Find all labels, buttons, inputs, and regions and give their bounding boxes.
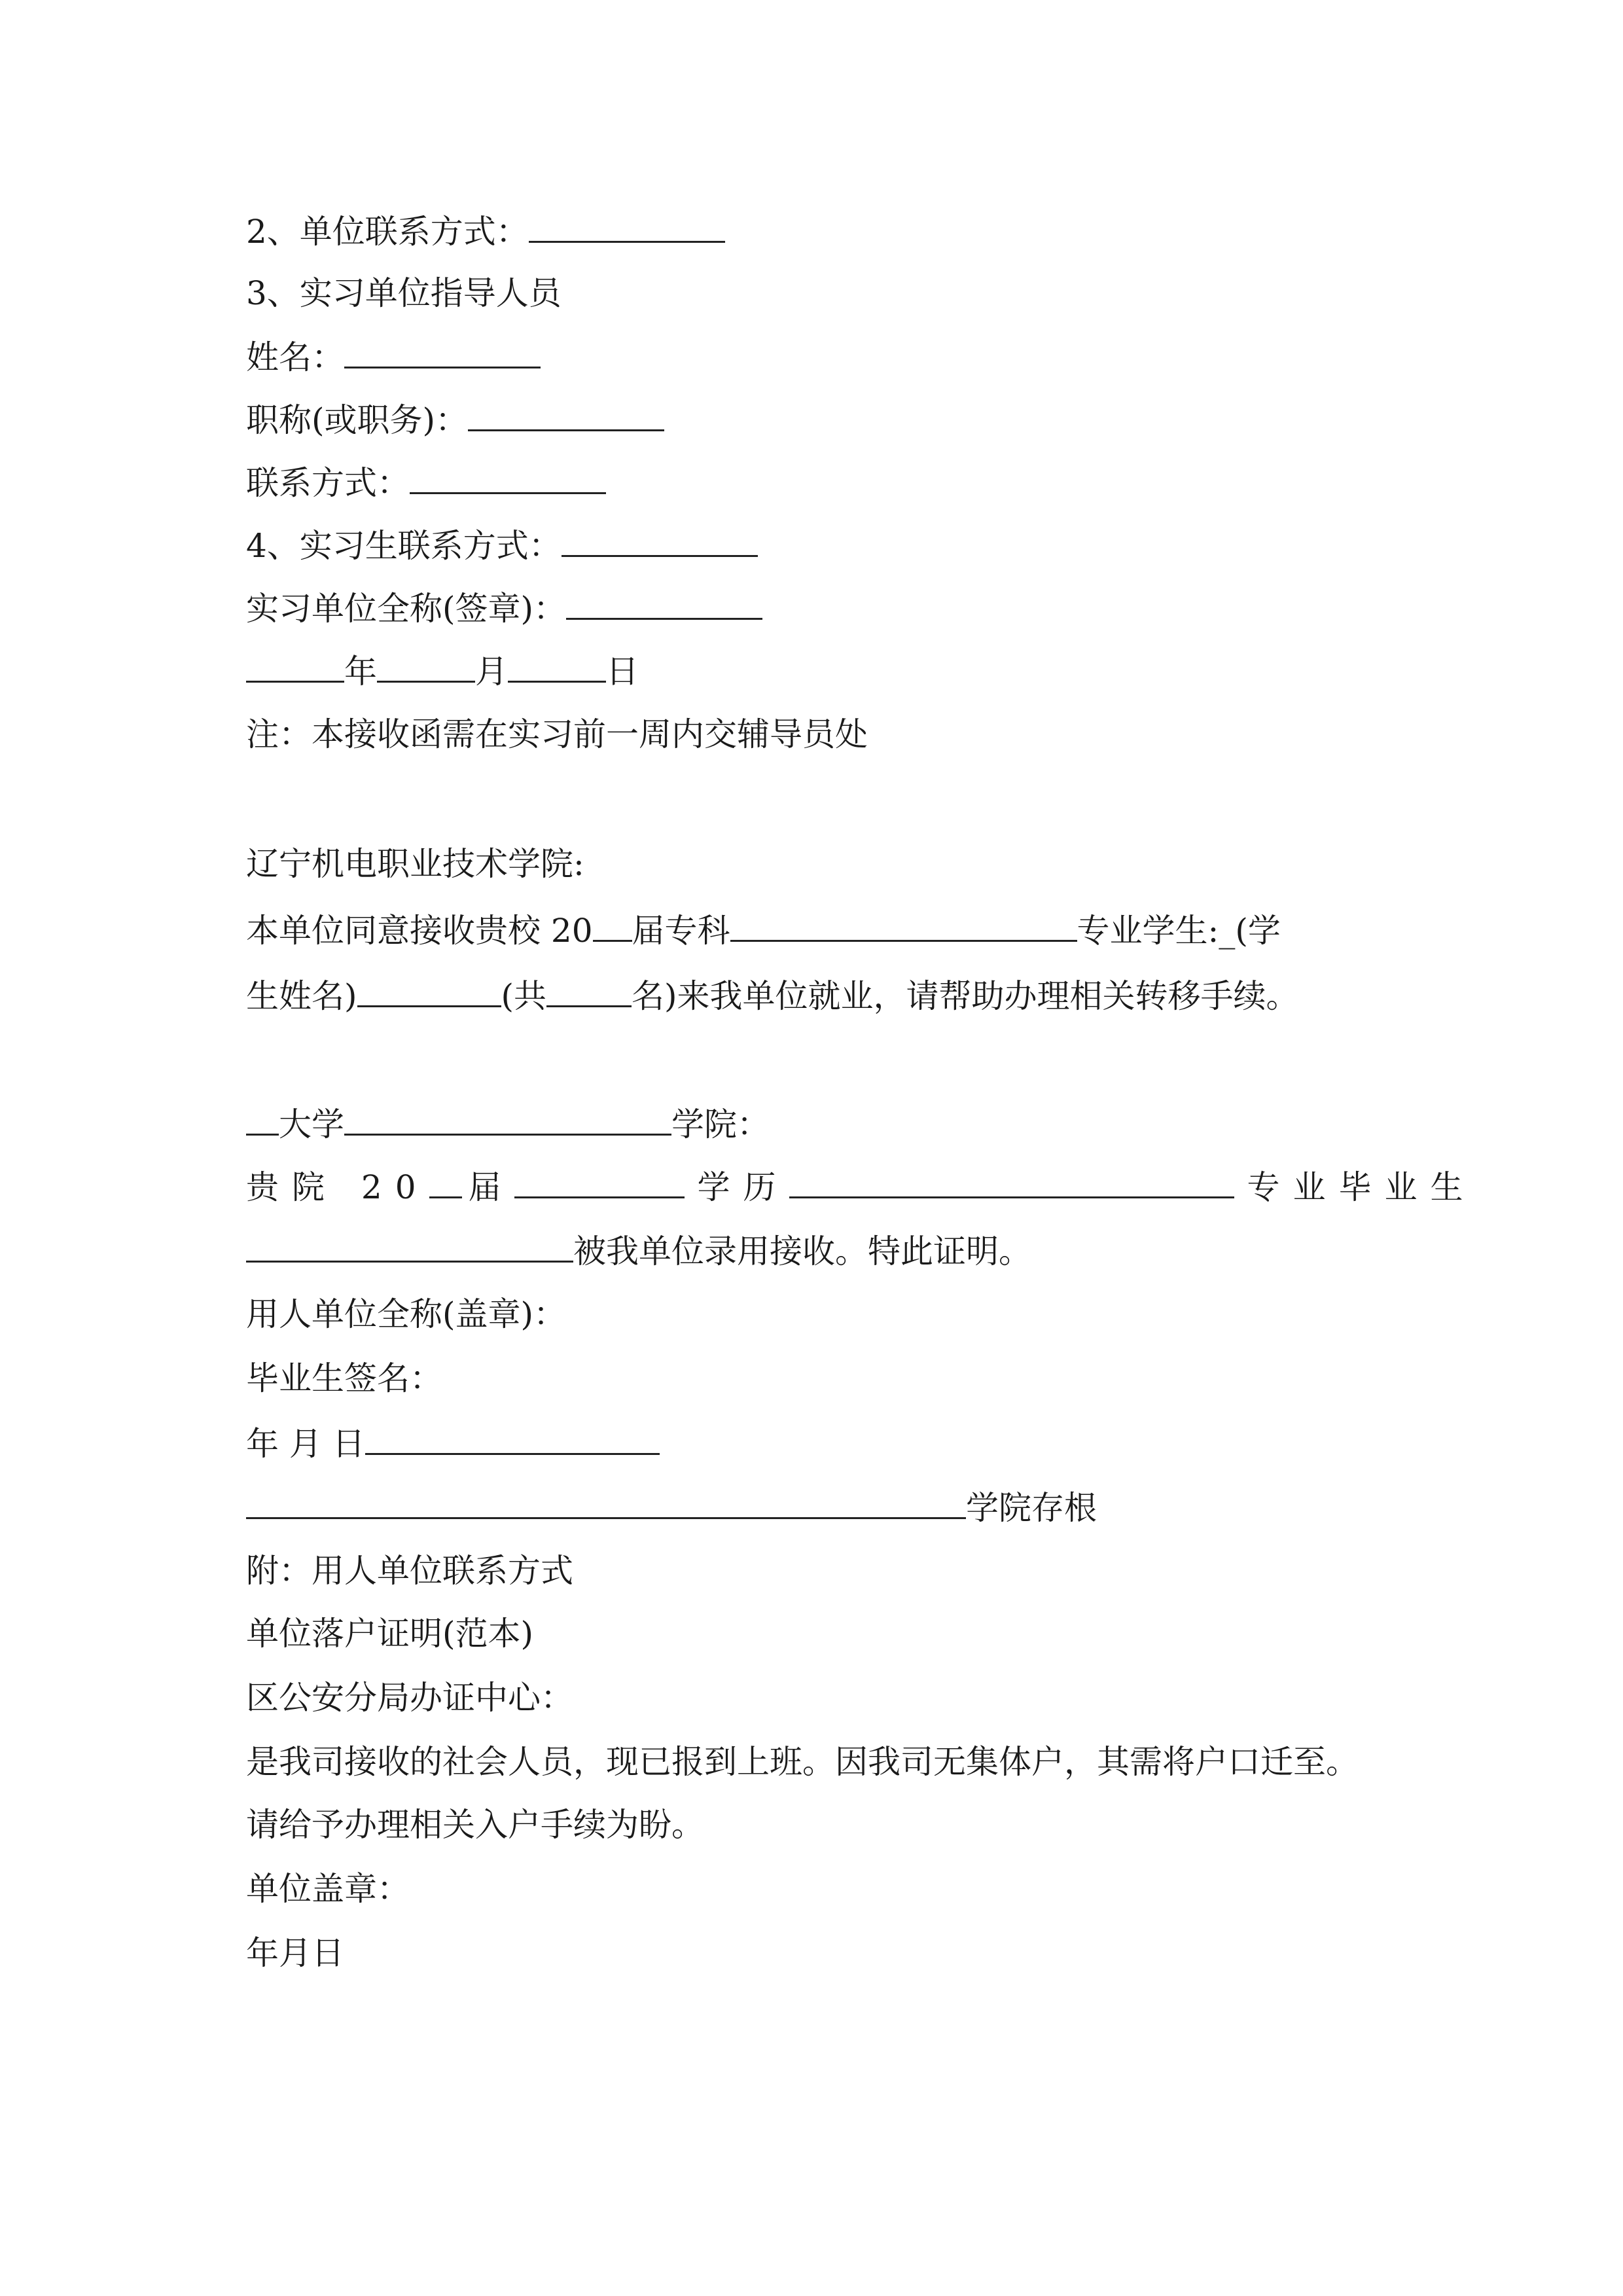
day-blank[interactable] [508,651,606,683]
hukou-date-line [246,1933,344,1973]
letter-text-2b: (共 [501,977,547,1015]
hukou-seal-line [246,1869,410,1909]
title-blank[interactable] [468,399,664,431]
hukou-body-line-2 [246,1805,704,1844]
year-label: 年 [344,653,377,691]
cert-text-2d: 专业毕业生 [1247,1168,1476,1206]
letter-addressee [246,844,584,884]
date-blank-2[interactable] [365,1423,660,1455]
university-label: 大学 [279,1105,344,1143]
letter-para-line-2 [246,975,1299,1016]
hukou-body-text-1: 是我司接收的社会人员，现已报到上班。因我司无集体户，其需将户口迁至。 [246,1743,1359,1781]
letter-addressee-text: 辽宁机电职业技术学院: [246,845,584,883]
university-blank[interactable] [344,1103,671,1136]
cert-line-2 [246,1166,1476,1207]
cert-year-blank[interactable] [429,1166,462,1198]
hukou-body-line-1 [246,1742,1359,1782]
graduate-name-blank[interactable] [246,1230,573,1263]
hukou-body-text-2: 请给予办理相关入户手续为盼。 [246,1806,704,1844]
title-line [246,399,664,440]
graduate-sign-line [246,1359,442,1398]
name-line [246,336,541,377]
supervisor-heading-text: 3、实习单位指导人员 [246,274,562,312]
unit-fullname-line [246,588,762,628]
letter-para-line-1 [246,910,1281,950]
hukou-seal-label: 单位盖章： [246,1870,410,1908]
intern-contact-blank[interactable] [562,525,758,557]
name-blank[interactable] [344,336,541,368]
cert-edu-blank[interactable] [789,1166,1234,1198]
grad-year-blank[interactable] [593,910,632,942]
student-name-blank[interactable] [357,975,501,1007]
college-label: 学院： [671,1105,770,1143]
count-blank[interactable] [546,975,632,1007]
cert-line-3 [246,1230,1031,1271]
title-label: 职称(或职务)： [246,401,469,439]
letter-text-1c: 专业学生:_(学 [1077,912,1281,950]
month-blank[interactable] [377,651,475,683]
intern-contact-line [246,525,758,565]
hukou-addressee-text: 区公安分局办证中心： [246,1679,573,1717]
cert-text-3: 被我单位录用接收。特此证明。 [573,1232,1031,1270]
letter-text-2c: 名)来我单位就业，请帮助办理相关转移手续。 [632,977,1299,1015]
unit-fullname-blank[interactable] [566,588,762,620]
month-label: 月 [475,653,508,691]
date-line-2 [246,1423,660,1463]
supervisor-contact-label: 联系方式： [246,464,410,502]
letter-text-1a: 本单位同意接收贵校 20 [246,912,593,950]
date-line-1 [246,651,639,691]
day-label: 日 [606,653,639,691]
university-prefix-blank[interactable] [246,1103,279,1136]
employer-line [246,1295,566,1334]
note-line [246,715,868,754]
letter-text-2a: 生姓名) [246,977,357,1015]
graduate-sign-label: 毕业生签名： [246,1359,442,1397]
unit-contact-label: 2、单位联系方式： [246,213,529,251]
hukou-title [246,1614,533,1653]
cert-text-2b: 届 [468,1168,514,1206]
year-blank[interactable] [246,651,344,683]
cert-addressee-line [246,1103,770,1144]
note-text: 注：本接收函需在实习前一周内交辅导员处 [246,715,868,753]
stub-blank[interactable] [246,1487,966,1519]
major-blank[interactable] [730,910,1077,942]
hukou-addressee [246,1678,573,1717]
employer-label: 用人单位全称(盖章)： [246,1295,567,1333]
cert-text-2a: 贵院 20 [246,1168,429,1206]
supervisor-contact-line [246,462,606,503]
intern-contact-label: 4、实习生联系方式： [246,527,562,565]
unit-fullname-label: 实习单位全称(签章)： [246,590,567,628]
stub-label: 学院存根 [966,1489,1097,1527]
hukou-date-label: 年月日 [246,1934,344,1972]
unit-contact-line [246,211,725,251]
letter-text-1b: 届专科 [632,912,730,950]
appendix-line [246,1551,573,1590]
appendix-label: 附：用人单位联系方式 [246,1552,573,1590]
supervisor-contact-blank[interactable] [410,462,606,494]
cert-grade-blank[interactable] [514,1166,685,1198]
stub-line [246,1487,1097,1528]
name-label: 姓名： [246,338,344,376]
unit-contact-blank[interactable] [529,211,725,243]
hukou-title-text: 单位落户证明(范本) [246,1615,534,1653]
cert-text-2c: 学历 [697,1168,789,1206]
date-label-2: 年 月 日 [246,1425,365,1463]
supervisor-heading [246,274,562,313]
